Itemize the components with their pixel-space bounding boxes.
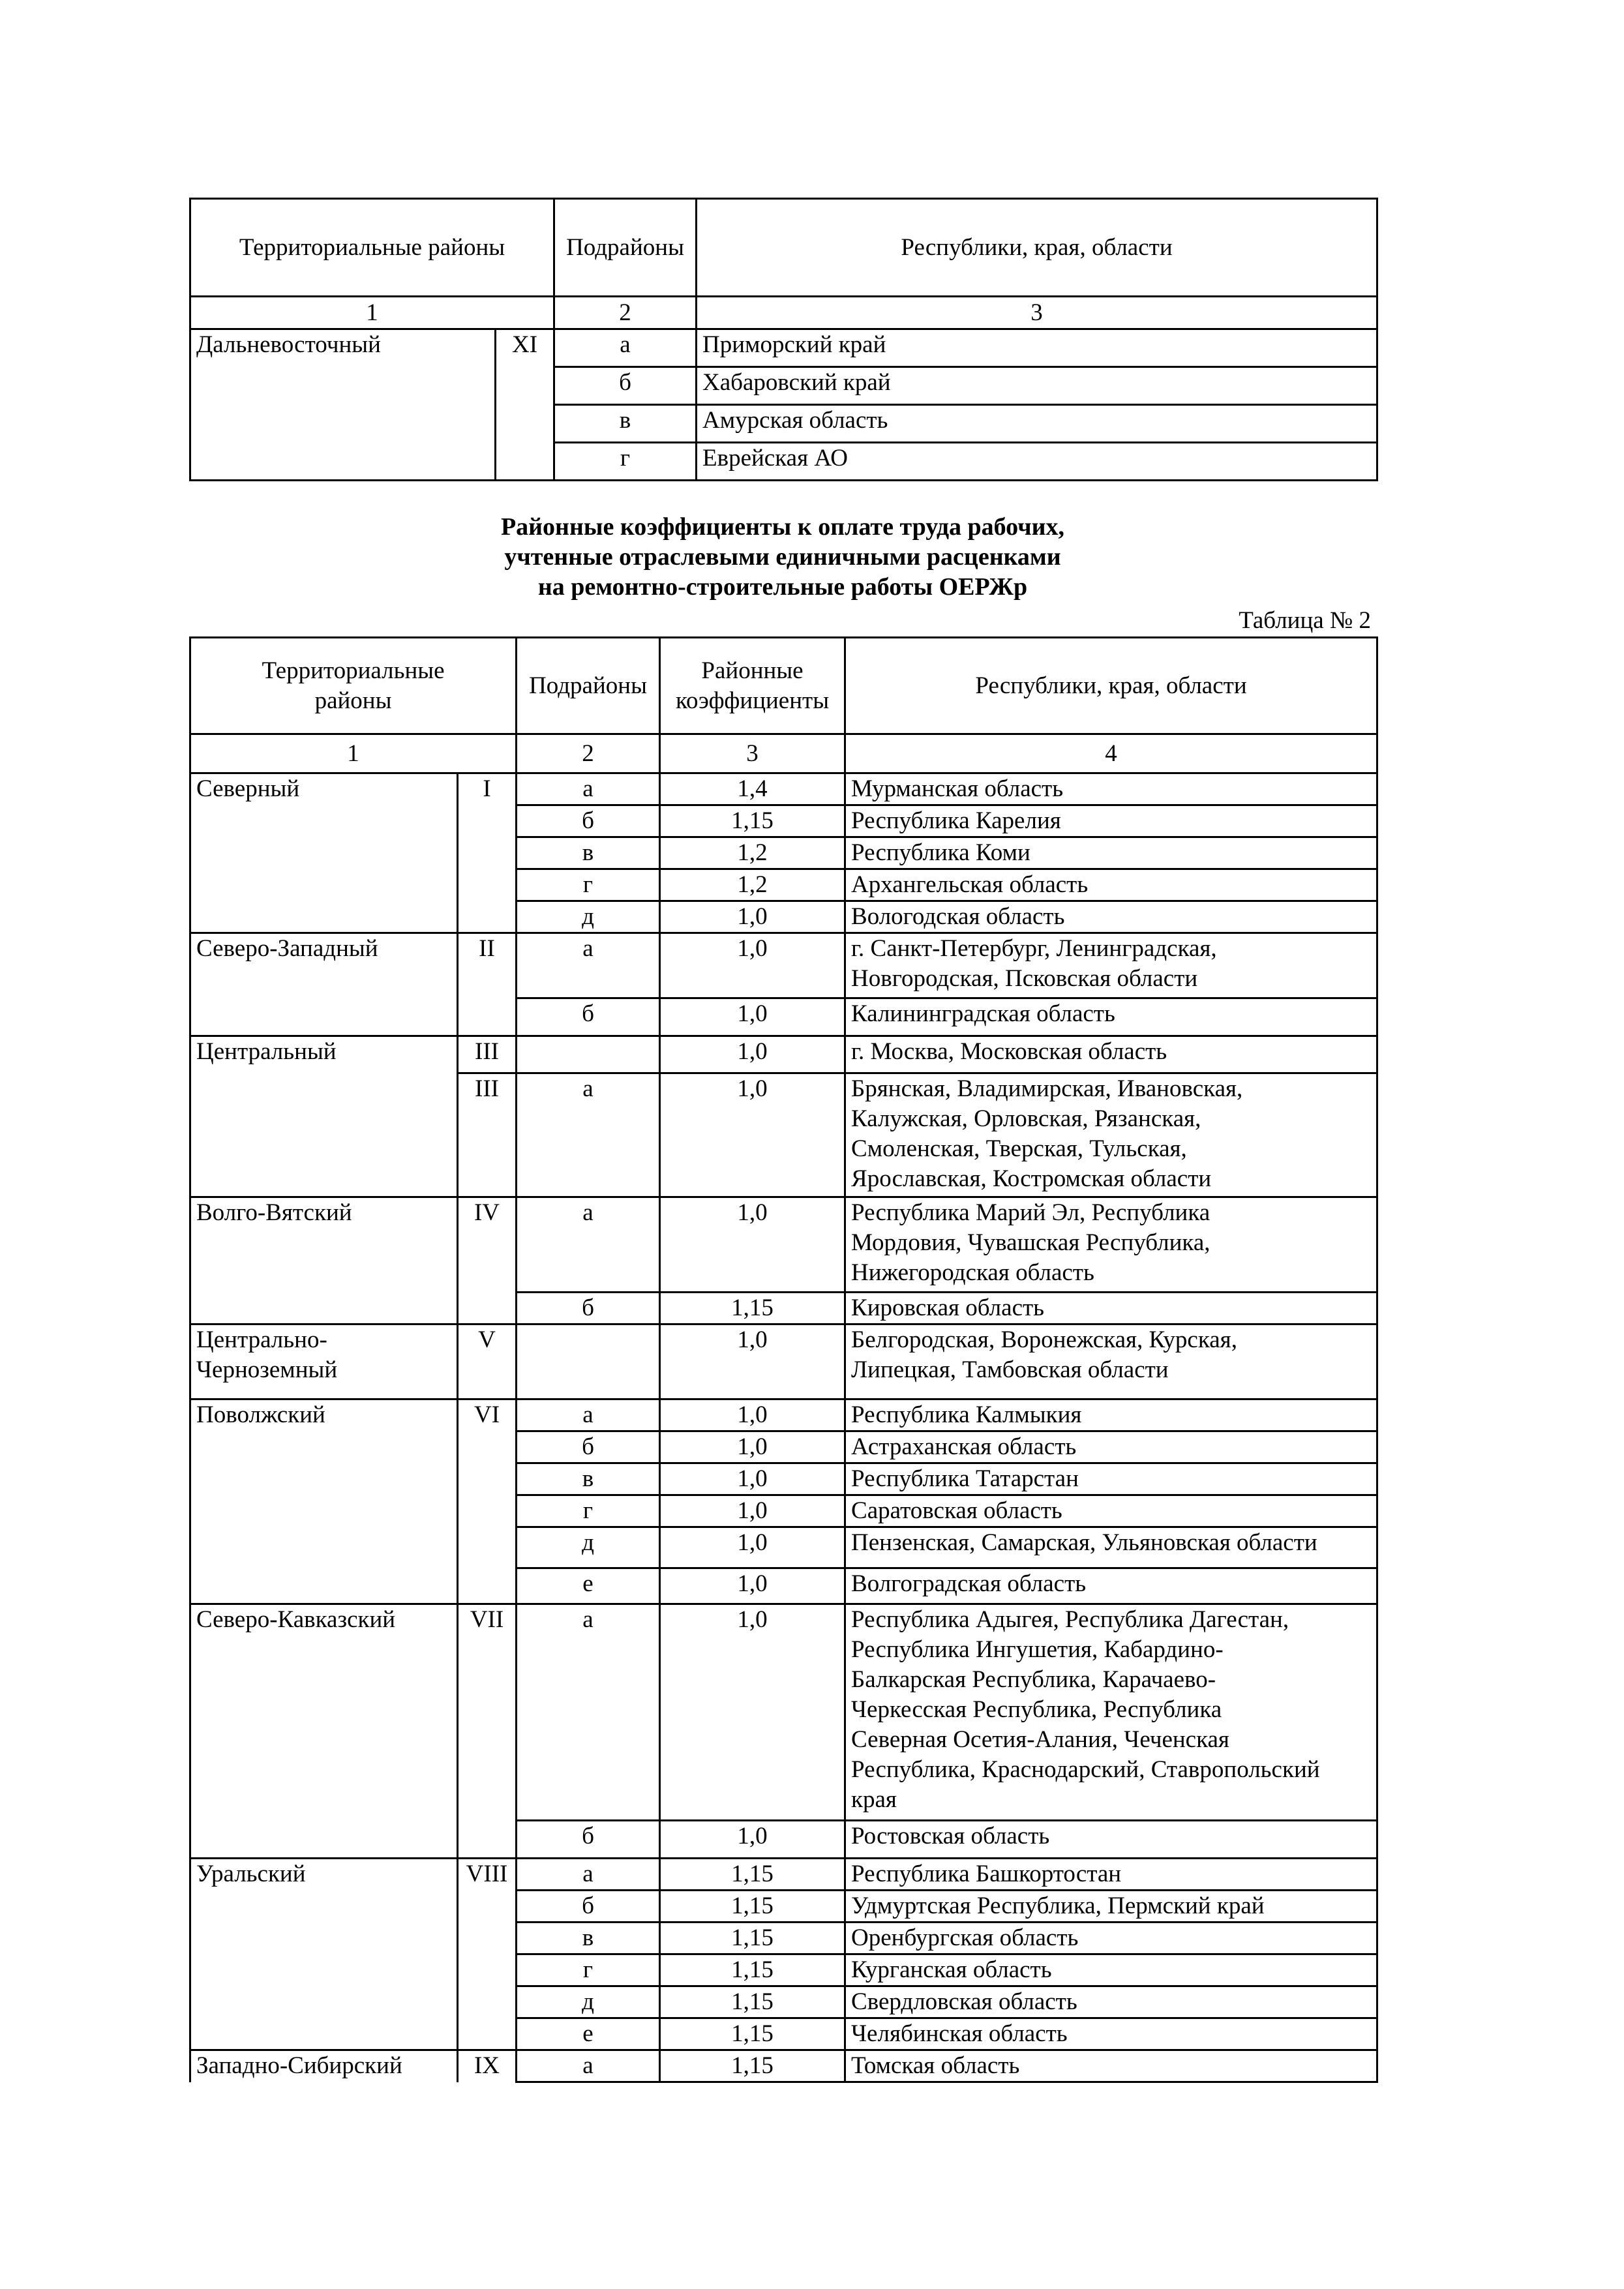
region-name-line: Центрально- (196, 1326, 327, 1353)
colnum-2: 2 (517, 734, 660, 773)
area-line: Калужская, Орловская, Рязанская, (851, 1105, 1201, 1132)
area-line: Нижегородская область (851, 1259, 1094, 1286)
subregion-cell: в (517, 837, 660, 869)
column-number-row (190, 734, 1377, 773)
coefficient-cell: 1,0 (660, 933, 845, 998)
area-cell: Вологодская область (845, 901, 1377, 933)
coefficient-cell: 1,15 (660, 1859, 845, 1891)
area-cell: Приморский край (697, 329, 1377, 367)
area-line: Липецкая, Тамбовская области (851, 1356, 1169, 1383)
header-region (190, 638, 517, 734)
coefficient-cell: 1,0 (660, 1568, 845, 1604)
subregion-cell: а (517, 2050, 660, 2082)
table-row (190, 1859, 1377, 1891)
area-cell: Республика Карелия (845, 805, 1377, 837)
coefficient-cell: 1,0 (660, 1073, 845, 1197)
subregion-cell: г (517, 869, 660, 901)
region-roman: VIII (458, 1859, 517, 2050)
table-number-label: Таблица № 2 (1239, 607, 1371, 634)
region-name: Западно-Сибирский (190, 2050, 458, 2082)
subregion-cell: в (554, 405, 697, 443)
table-row (190, 773, 1377, 805)
area-line: Балкарская Республика, Карачаево- (851, 1666, 1216, 1693)
subregion-cell: е (517, 1568, 660, 1604)
area-cell: Волгоградская область (845, 1568, 1377, 1604)
area-cell (845, 1604, 1377, 1821)
subregion-cell: в (517, 1922, 660, 1954)
coefficient-cell: 1,4 (660, 773, 845, 805)
region-roman: VII (458, 1604, 517, 1859)
subregion-cell: а (517, 1399, 660, 1431)
area-line: Ярославская, Костромская области (851, 1165, 1212, 1192)
header-subregion: Подрайоны (517, 638, 660, 734)
coefficient-cell: 1,2 (660, 837, 845, 869)
area-cell: Республика Коми (845, 837, 1377, 869)
area-line: Республика, Краснодарский, Ставропольский (851, 1756, 1320, 1783)
subregion-cell: е (517, 2018, 660, 2050)
title-line-1: Районные коэффициенты к оплате труда рабочих, (500, 513, 1065, 541)
area-line: г. Санкт-Петербург, Ленинградская, (851, 935, 1217, 962)
header-areas: Республики, края, области (697, 199, 1377, 297)
area-cell: Челябинская область (845, 2018, 1377, 2050)
region-roman: III (458, 1073, 517, 1197)
area-cell (845, 1197, 1377, 1293)
region-roman: VI (458, 1399, 517, 1604)
header-subregion: Подрайоны (554, 199, 697, 297)
coefficient-cell: 1,0 (660, 901, 845, 933)
coefficient-cell: 1,0 (660, 998, 845, 1036)
area-cell: Удмуртская Республика, Пермский край (845, 1891, 1377, 1922)
coefficient-cell: 1,0 (660, 1324, 845, 1399)
subregion-cell: а (517, 773, 660, 805)
table-row (190, 1036, 1377, 1073)
table-row (190, 1604, 1377, 1821)
area-line: края (851, 1786, 897, 1813)
subregion-cell: б (517, 1293, 660, 1324)
subregion-cell (517, 1324, 660, 1399)
area-line: Республика Адыгея, Республика Дагестан, (851, 1606, 1289, 1633)
colnum-3: 3 (697, 297, 1377, 329)
area-cell: Хабаровский край (697, 367, 1377, 405)
title-line-3: на ремонтно-строительные работы ОЕРЖр (537, 573, 1028, 601)
title-line-2: учтенные отраслевыми единичными расценками (504, 543, 1061, 571)
area-cell: Республика Башкортостан (845, 1859, 1377, 1891)
subregion-cell: д (517, 1986, 660, 2018)
region-name: Северный (190, 773, 458, 933)
region-name: Центральный (190, 1036, 458, 1197)
section-title (189, 512, 1376, 602)
subregion-cell: а (554, 329, 697, 367)
header-region-line-2: районы (314, 687, 392, 714)
column-number-row (190, 297, 1377, 329)
region-roman: IV (458, 1197, 517, 1324)
coefficient-cell: 1,0 (660, 1399, 845, 1431)
subregion-cell: а (517, 1197, 660, 1293)
subregion-cell: в (517, 1463, 660, 1495)
region-roman: XI (496, 329, 554, 481)
coefficient-cell: 1,15 (660, 1922, 845, 1954)
coefficient-cell: 1,15 (660, 1954, 845, 1986)
region-roman: I (458, 773, 517, 933)
header-region: Территориальные районы (190, 199, 554, 297)
area-cell: Ростовская область (845, 1821, 1377, 1859)
area-line: Новгородская, Псковская области (851, 965, 1198, 992)
region-roman: III (458, 1036, 517, 1073)
header-coefficient-line-1: Районные (701, 657, 804, 684)
region-name: Северо-Кавказский (190, 1604, 458, 1859)
area-cell: Республика Татарстан (845, 1463, 1377, 1495)
coefficient-cell: 1,0 (660, 1527, 845, 1568)
region-name: Уральский (190, 1859, 458, 2050)
colnum-3: 3 (660, 734, 845, 773)
area-cell (845, 1073, 1377, 1197)
coefficient-cell: 1,2 (660, 869, 845, 901)
coefficient-cell: 1,15 (660, 2018, 845, 2050)
subregion-cell: б (517, 1891, 660, 1922)
coefficient-cell: 1,15 (660, 2050, 845, 2082)
area-line: Республика Марий Эл, Республика (851, 1199, 1210, 1226)
table-regional-coefficients (189, 636, 1378, 2083)
area-line: Северная Осетия-Алания, Чеченская (851, 1726, 1229, 1753)
subregion-cell: а (517, 1604, 660, 1821)
coefficient-cell: 1,0 (660, 1821, 845, 1859)
area-cell (845, 933, 1377, 998)
table-row (190, 329, 1377, 367)
colnum-1: 1 (190, 297, 554, 329)
area-cell: Оренбургская область (845, 1922, 1377, 1954)
area-cell: Мурманская область (845, 773, 1377, 805)
coefficient-cell: 1,15 (660, 1891, 845, 1922)
region-name-line: Черноземный (196, 1356, 338, 1383)
coefficient-cell: 1,0 (660, 1495, 845, 1527)
area-cell: Саратовская область (845, 1495, 1377, 1527)
coefficient-cell: 1,0 (660, 1197, 845, 1293)
area-cell: Еврейская АО (697, 443, 1377, 481)
header-coefficient (660, 638, 845, 734)
region-name: Поволжский (190, 1399, 458, 1604)
area-cell: Астраханская область (845, 1431, 1377, 1463)
region-name (190, 1324, 458, 1399)
subregion-cell (517, 1036, 660, 1073)
subregion-cell: а (517, 1073, 660, 1197)
coefficient-cell: 1,15 (660, 805, 845, 837)
region-roman: II (458, 933, 517, 1036)
subregion-cell: б (517, 1821, 660, 1859)
coefficient-cell: 1,0 (660, 1463, 845, 1495)
header-region-line-1: Территориальные (262, 657, 445, 684)
area-cell: Калининградская область (845, 998, 1377, 1036)
subregion-cell: г (517, 1954, 660, 1986)
coefficient-cell: 1,15 (660, 1293, 845, 1324)
area-line: Смоленская, Тверская, Тульская, (851, 1135, 1187, 1162)
subregion-cell: г (517, 1495, 660, 1527)
area-cell (845, 1324, 1377, 1399)
subregion-cell: а (517, 933, 660, 998)
subregion-cell: б (517, 805, 660, 837)
area-cell: Кировская область (845, 1293, 1377, 1324)
coefficient-cell: 1,15 (660, 1986, 845, 2018)
colnum-1: 1 (190, 734, 517, 773)
area-cell: Курганская область (845, 1954, 1377, 1986)
coefficient-cell: 1,0 (660, 1431, 845, 1463)
area-line: Черкесская Республика, Республика (851, 1696, 1222, 1723)
region-name: Волго-Вятский (190, 1197, 458, 1324)
subregion-cell: б (554, 367, 697, 405)
area-line: Мордовия, Чувашская Республика, (851, 1229, 1210, 1256)
header-areas: Республики, края, области (845, 638, 1377, 734)
area-cell: Амурская область (697, 405, 1377, 443)
table-row (190, 1197, 1377, 1293)
table-row (190, 1399, 1377, 1431)
subregion-cell: б (517, 998, 660, 1036)
area-line: Брянская, Владимирская, Ивановская, (851, 1075, 1243, 1102)
table-header-row (190, 199, 1377, 297)
area-line: Белгородская, Воронежская, Курская, (851, 1326, 1237, 1353)
region-name: Северо-Западный (190, 933, 458, 1036)
area-cell: Архангельская область (845, 869, 1377, 901)
area-cell: Республика Калмыкия (845, 1399, 1377, 1431)
region-name: Дальневосточный (190, 329, 496, 481)
table-row (190, 933, 1377, 998)
subregion-cell: б (517, 1431, 660, 1463)
area-cell: г. Москва, Московская область (845, 1036, 1377, 1073)
coefficient-cell: 1,0 (660, 1604, 845, 1821)
coefficient-cell: 1,0 (660, 1036, 845, 1073)
area-cell: Свердловская область (845, 1986, 1377, 2018)
subregion-cell: г (554, 443, 697, 481)
area-cell: Пензенская, Самарская, Ульяновская области (845, 1527, 1377, 1568)
colnum-4: 4 (845, 734, 1377, 773)
header-coefficient-line-2: коэффициенты (675, 687, 830, 714)
colnum-2: 2 (554, 297, 697, 329)
area-line: Республика Ингушетия, Кабардино- (851, 1636, 1224, 1663)
table-row (190, 1324, 1377, 1399)
area-cell: Томская область (845, 2050, 1377, 2082)
table-header-row (190, 638, 1377, 734)
subregion-cell: д (517, 901, 660, 933)
table-territorial-regions-far-east (189, 198, 1378, 481)
subregion-cell: а (517, 1859, 660, 1891)
region-roman: IX (458, 2050, 517, 2082)
table-row (190, 2050, 1377, 2082)
region-roman: V (458, 1324, 517, 1399)
subregion-cell: д (517, 1527, 660, 1568)
